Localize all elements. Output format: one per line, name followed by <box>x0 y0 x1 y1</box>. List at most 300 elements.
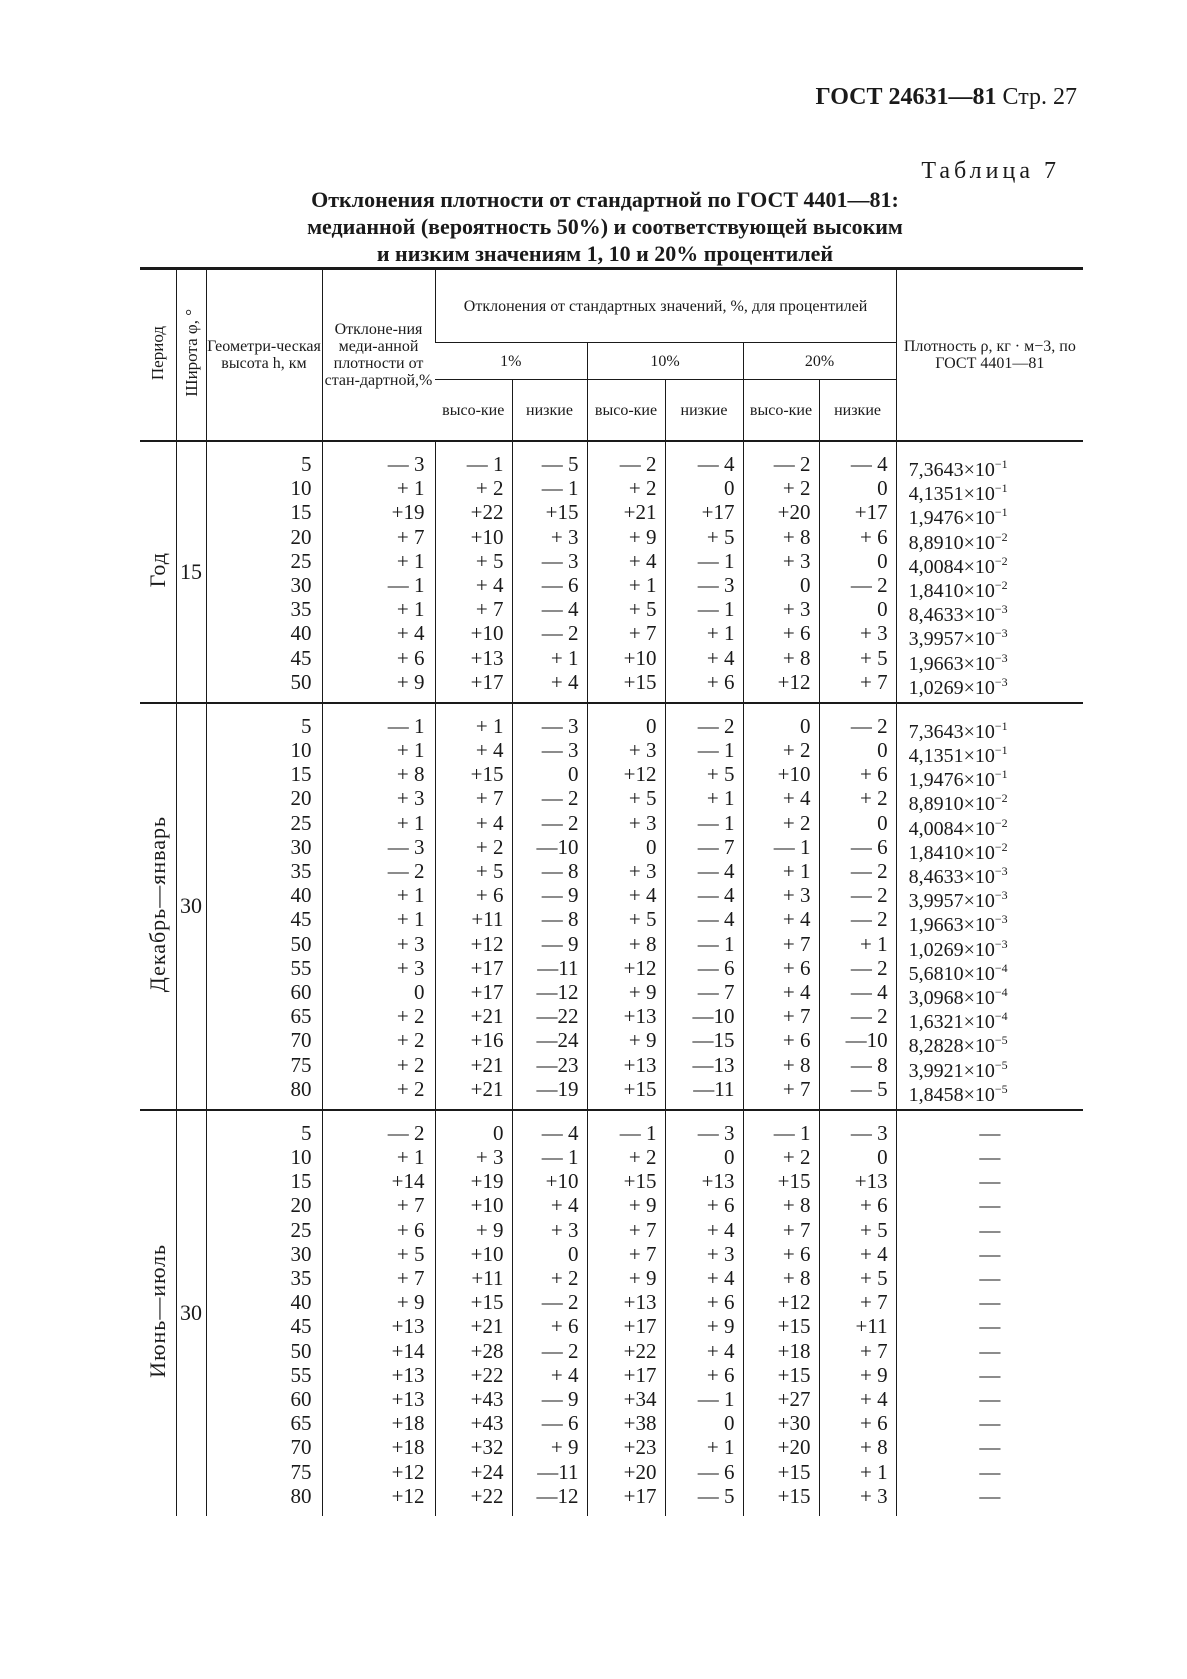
table-cell: +43 <box>470 1411 504 1436</box>
table-cell: +21 <box>623 500 657 525</box>
height-values <box>206 1110 322 1516</box>
table-cell: —10 <box>692 1004 735 1029</box>
table-cell: — 9 <box>541 1386 579 1411</box>
table-cell: — 3 <box>697 1120 735 1145</box>
table-cell: +15 <box>777 1362 811 1387</box>
table-cell: + 1 <box>396 1145 425 1170</box>
table-cell: + 8 <box>782 1052 811 1077</box>
table-cell: 0 <box>877 1145 888 1170</box>
table-cell: — <box>979 1314 1001 1339</box>
table-cell: +14 <box>391 1338 425 1363</box>
density-exponent: −4 <box>994 960 1008 975</box>
table-cell: + 3 <box>628 810 657 835</box>
table-cell: +15 <box>623 1169 657 1194</box>
table-cell: + 7 <box>628 1241 657 1266</box>
table-cell: + 4 <box>782 786 811 811</box>
p20-low-header: низкие <box>819 380 896 442</box>
table-cell: +13 <box>623 1052 657 1077</box>
table-cell: —15 <box>692 1028 735 1053</box>
table-cell: — 2 <box>850 1004 888 1029</box>
table-cell: $8,8910\times 10^{-2}$ <box>908 791 1008 816</box>
table-cell: — 2 <box>850 859 888 883</box>
density-exponent: −3 <box>994 888 1008 903</box>
table-cell: + 7 <box>859 1290 888 1315</box>
table-cell: —19 <box>536 1076 579 1101</box>
table-cell: 0 <box>724 1411 735 1436</box>
table-cell: — 5 <box>697 1483 735 1508</box>
table-cell: — 2 <box>541 1290 579 1315</box>
median-header: Отклоне-ния меди-анной плотности от стан-дартной,% <box>322 269 435 442</box>
table-cell: +17 <box>854 500 888 525</box>
table-cell: + 6 <box>706 1290 735 1315</box>
table-cell: +12 <box>623 955 657 980</box>
table-cell: +11 <box>471 1266 504 1290</box>
table-cell: +15 <box>777 1314 811 1339</box>
table-cell: +17 <box>623 1314 657 1339</box>
table-cell: + 4 <box>475 572 504 597</box>
table-cell: + 4 <box>706 1217 735 1242</box>
table-cell: +13 <box>470 645 504 670</box>
table-cell: +12 <box>391 1459 425 1484</box>
table-cell: + 7 <box>628 1217 657 1242</box>
table-section <box>140 1110 1083 1516</box>
table-cell: 10 <box>290 476 312 501</box>
table-cell: + 2 <box>396 1076 425 1101</box>
table-cell: +38 <box>623 1411 657 1436</box>
table-cell: + 2 <box>782 738 811 763</box>
table-cell: — 9 <box>541 931 579 956</box>
table-cell: + 2 <box>628 1145 657 1170</box>
table-cell: 35 <box>290 859 312 883</box>
p20-high-values <box>743 703 819 1110</box>
table-cell: +12 <box>623 762 657 787</box>
table-cell: — <box>979 1169 1001 1194</box>
latitude-cell: 30 <box>176 703 206 1110</box>
table-cell: — <box>979 1193 1001 1218</box>
table-cell: 25 <box>290 810 312 835</box>
table-cell: 65 <box>290 1411 312 1436</box>
table-cell: — 1 <box>697 738 735 763</box>
table-cell: — <box>979 1338 1001 1363</box>
table-cell: + 4 <box>475 810 504 835</box>
table-cell: 80 <box>290 1076 312 1101</box>
table-cell: + 3 <box>706 1241 735 1266</box>
table-cell: —13 <box>692 1052 735 1077</box>
table-cell: 50 <box>290 931 312 956</box>
table-cell: $1,0269\times 10^{-3}$ <box>908 936 1008 961</box>
table-cell: 5 <box>301 452 312 476</box>
table-cell: 35 <box>290 1266 312 1290</box>
table-cell: + 3 <box>628 738 657 763</box>
table-cell: +13 <box>623 1290 657 1315</box>
table-cell: + 4 <box>706 645 735 670</box>
table-cell: $1,8458\times 10^{-5}$ <box>908 1081 1008 1106</box>
table-cell: + 3 <box>859 1483 888 1508</box>
table-cell: — <box>979 1459 1001 1484</box>
table-cell: + 8 <box>782 1193 811 1218</box>
table-cell: 0 <box>724 1145 735 1170</box>
table-cell: 65 <box>290 1004 312 1029</box>
table-cell: + 3 <box>475 1145 504 1170</box>
table-cell: — <box>979 1266 1001 1290</box>
table-cell: 0 <box>877 476 888 501</box>
table-cell: + 4 <box>628 548 657 573</box>
p20-low-values <box>819 1110 896 1516</box>
table-cell: + 5 <box>859 645 888 670</box>
table-cell: — 6 <box>850 834 888 859</box>
table-cell: — 8 <box>541 859 579 883</box>
table-cell: +15 <box>777 1459 811 1484</box>
table-cell: + 6 <box>859 762 888 787</box>
density-exponent: −4 <box>994 1009 1008 1024</box>
table-cell: $4,1351\times 10^{-1}$ <box>908 481 1008 506</box>
p10-low-values <box>665 703 743 1110</box>
table-cell: +12 <box>470 931 504 956</box>
table-cell: 40 <box>290 1290 312 1315</box>
density-values <box>896 1110 1083 1516</box>
table-cell: +11 <box>471 907 504 932</box>
table-cell: +10 <box>470 1193 504 1218</box>
table-cell: 5 <box>301 1120 312 1145</box>
table-cell: 60 <box>290 1386 312 1411</box>
table-cell: 40 <box>290 621 312 646</box>
table-cell: + 4 <box>782 907 811 932</box>
table-cell: + 8 <box>628 931 657 956</box>
latitude-cell: 30 <box>176 1110 206 1516</box>
percentile-group-header: Отклонения от стандартных значений, %, для процентилей <box>435 269 896 343</box>
density-exponent: −5 <box>994 1057 1008 1072</box>
table-cell: + 4 <box>859 1386 888 1411</box>
table-cell: + 2 <box>782 476 811 501</box>
table-cell: — <box>979 1386 1001 1411</box>
period-label: Декабрь—январь <box>144 815 170 992</box>
table-cell: + 1 <box>396 810 425 835</box>
table-cell: +20 <box>777 1435 811 1460</box>
table-cell: +13 <box>854 1169 888 1194</box>
table-cell: + 5 <box>706 524 735 549</box>
table-cell: 45 <box>290 645 312 670</box>
table-cell: — <box>979 1483 1001 1508</box>
table-cell: — 2 <box>850 572 888 597</box>
caption-line: и низким значениям 1, 10 и 20% процентилей <box>376 241 834 266</box>
table-cell: $8,8910\times 10^{-2}$ <box>908 529 1008 554</box>
table-cell: +19 <box>470 1169 504 1194</box>
table-cell: 5 <box>301 713 312 738</box>
table-cell: + 4 <box>706 1338 735 1363</box>
table-cell: 25 <box>290 548 312 573</box>
table-cell: + 1 <box>396 597 425 622</box>
table-cell: + 1 <box>396 883 425 908</box>
table-cell: $4,1351\times 10^{-1}$ <box>908 743 1008 768</box>
table-cell: $8,2828\times 10^{-5}$ <box>908 1033 1008 1058</box>
table-cell: — 4 <box>697 907 735 932</box>
table-cell: + 6 <box>859 1411 888 1436</box>
table-cell: — 2 <box>619 452 657 476</box>
table-cell: +10 <box>470 621 504 646</box>
table-cell: 0 <box>568 1241 579 1266</box>
table-cell: — <box>979 1411 1001 1436</box>
table-cell: + 1 <box>628 572 657 597</box>
table-cell: + 7 <box>475 597 504 622</box>
median-values <box>322 703 435 1110</box>
table-cell: — 1 <box>697 597 735 622</box>
table-cell: + 9 <box>628 1028 657 1053</box>
table-cell: + 1 <box>396 476 425 501</box>
table-cell: + 9 <box>396 1290 425 1315</box>
table-cell: +15 <box>623 1076 657 1101</box>
table-cell: + 5 <box>859 1266 888 1290</box>
table-cell: 0 <box>568 762 579 787</box>
table-cell: 30 <box>290 834 312 859</box>
table-cell: 70 <box>290 1435 312 1460</box>
table-cell: + 3 <box>859 621 888 646</box>
table-cell: +13 <box>701 1169 735 1194</box>
table-cell: + 5 <box>396 1241 425 1266</box>
table-cell: 40 <box>290 883 312 908</box>
table-cell: + 2 <box>782 1145 811 1170</box>
table-cell: — <box>979 1362 1001 1387</box>
table-cell: + 9 <box>396 669 425 694</box>
table-cell: 75 <box>290 1052 312 1077</box>
table-cell: +15 <box>545 500 579 525</box>
table-cell: + 8 <box>782 524 811 549</box>
table-cell: + 5 <box>859 1217 888 1242</box>
table-label: Таблица 7 <box>921 158 1060 184</box>
table-cell: — 4 <box>697 883 735 908</box>
table-cell: + 1 <box>782 859 811 883</box>
table-cell: + 7 <box>396 524 425 549</box>
table-cell: + 7 <box>628 621 657 646</box>
p10-high-header: высо-кие <box>587 380 665 442</box>
table-cell: +17 <box>470 669 504 694</box>
table-cell: 75 <box>290 1459 312 1484</box>
p20-low-values <box>819 441 896 703</box>
table-cell: — 1 <box>697 548 735 573</box>
table-cell: — 1 <box>773 1120 811 1145</box>
density-exponent: −1 <box>994 505 1008 520</box>
table-cell: $1,8410\times 10^{-2}$ <box>908 839 1008 864</box>
table-cell: 45 <box>290 1314 312 1339</box>
table-cell: +17 <box>701 500 735 525</box>
density-values <box>896 441 1083 703</box>
density-exponent: −1 <box>994 743 1008 758</box>
density-exponent: −2 <box>994 577 1008 592</box>
period-cell <box>140 441 176 703</box>
table-cell: 0 <box>877 810 888 835</box>
table-cell: 50 <box>290 669 312 694</box>
table-cell: —10 <box>845 1028 888 1053</box>
table-cell: $3,0968\times 10^{-4}$ <box>908 984 1008 1009</box>
table-cell: — 1 <box>387 713 425 738</box>
table-cell: +15 <box>470 1290 504 1315</box>
table-cell: — 8 <box>850 1052 888 1077</box>
table-cell: + 7 <box>475 786 504 811</box>
p10-low-header: низкие <box>665 380 743 442</box>
table-cell: + 1 <box>550 645 579 670</box>
table-cell: +10 <box>545 1169 579 1194</box>
table-cell: + 5 <box>628 597 657 622</box>
table-cell: + 1 <box>706 621 735 646</box>
density-exponent: −2 <box>994 839 1008 854</box>
table-cell: 20 <box>290 524 312 549</box>
table-cell: —10 <box>536 834 579 859</box>
table-cell: + 7 <box>396 1266 425 1290</box>
table-cell: — 2 <box>541 621 579 646</box>
p10-high-values <box>587 703 665 1110</box>
table-cell: $1,9663\times 10^{-3}$ <box>908 650 1008 675</box>
table-cell: +13 <box>391 1386 425 1411</box>
table-cell: +10 <box>623 645 657 670</box>
table-cell: +22 <box>623 1338 657 1363</box>
table-body <box>140 441 1083 1516</box>
table-cell: +10 <box>470 524 504 549</box>
latitude-cell: 15 <box>176 441 206 703</box>
table-cell: — 6 <box>541 572 579 597</box>
table-cell: $1,0269\times 10^{-3}$ <box>908 674 1008 699</box>
table-cell: —24 <box>536 1028 579 1053</box>
table-cell: +12 <box>391 1483 425 1508</box>
density-values <box>896 703 1083 1110</box>
table-cell: — 1 <box>466 452 504 476</box>
table-cell: + 6 <box>782 1241 811 1266</box>
table-cell: — 1 <box>387 572 425 597</box>
table-cell: 45 <box>290 907 312 932</box>
density-exponent: −3 <box>994 626 1008 641</box>
p20-high-values <box>743 441 819 703</box>
table-cell: + 5 <box>475 859 504 883</box>
table-cell: + 1 <box>396 907 425 932</box>
table-cell: — 2 <box>850 883 888 908</box>
table-cell: 55 <box>290 1362 312 1387</box>
table-cell: — 3 <box>850 1120 888 1145</box>
table-cell: + 4 <box>782 979 811 1004</box>
table-cell: — 6 <box>541 1411 579 1436</box>
table-cell: + 7 <box>782 1217 811 1242</box>
table-cell: +18 <box>391 1435 425 1460</box>
table-cell: +34 <box>623 1386 657 1411</box>
table-cell: + 6 <box>706 669 735 694</box>
table-cell: + 2 <box>396 1052 425 1077</box>
table-cell: $1,9476\times 10^{-1}$ <box>908 767 1008 792</box>
table-cell: 80 <box>290 1483 312 1508</box>
p10-high-values <box>587 441 665 703</box>
table-cell: + 6 <box>706 1362 735 1387</box>
table-cell: +10 <box>777 762 811 787</box>
table-cell: + 7 <box>782 931 811 956</box>
table-cell: — 4 <box>697 452 735 476</box>
table-cell: — 2 <box>850 955 888 980</box>
table-cell: +24 <box>470 1459 504 1484</box>
table-cell: —11 <box>537 1459 579 1484</box>
table-cell: 30 <box>290 1241 312 1266</box>
density-exponent: −2 <box>994 553 1008 568</box>
table-cell: — 4 <box>541 597 579 622</box>
table-cell: 0 <box>877 597 888 622</box>
table-cell: — 5 <box>850 1076 888 1101</box>
table-cell: — <box>979 1217 1001 1242</box>
density-exponent: −3 <box>994 864 1008 878</box>
table-cell: — <box>979 1120 1001 1145</box>
table-cell: 30 <box>290 572 312 597</box>
table-cell: + 1 <box>706 786 735 811</box>
height-header: Геометри-ческая высота h, км <box>206 269 322 442</box>
table-cell: +21 <box>470 1076 504 1101</box>
table-cell: + 1 <box>475 713 504 738</box>
p1-low-values <box>512 1110 587 1516</box>
table-cell: — 4 <box>541 1120 579 1145</box>
density-exponent: −3 <box>994 650 1008 665</box>
table-cell: + 4 <box>706 1266 735 1290</box>
table-cell: — 3 <box>697 572 735 597</box>
table-cell: — 2 <box>850 713 888 738</box>
table-cell: — 2 <box>697 713 735 738</box>
table-cell: +15 <box>777 1169 811 1194</box>
density-exponent: −1 <box>994 481 1008 496</box>
p20-header: 20% <box>743 343 896 380</box>
table-cell: 60 <box>290 979 312 1004</box>
p1-low-values <box>512 441 587 703</box>
table-cell: + 6 <box>782 1028 811 1053</box>
table-cell: 20 <box>290 1193 312 1218</box>
table-cell: — 1 <box>619 1120 657 1145</box>
table-cell: 0 <box>646 713 657 738</box>
table-cell: — 1 <box>697 810 735 835</box>
table-cell: $8,4633\times 10^{-3}$ <box>908 602 1008 627</box>
table-cell: + 4 <box>550 669 579 694</box>
table-cell: + 9 <box>628 979 657 1004</box>
table-cell: + 3 <box>396 931 425 956</box>
height-values <box>206 441 322 703</box>
table-cell: +13 <box>391 1314 425 1339</box>
table-cell: +13 <box>623 1004 657 1029</box>
table-cell: + 3 <box>550 1217 579 1242</box>
density-exponent: −3 <box>994 674 1008 689</box>
table-cell: — 1 <box>697 931 735 956</box>
density-exponent: −1 <box>994 457 1008 471</box>
table-cell: $5,6810\times 10^{-4}$ <box>908 960 1008 985</box>
table-cell: +23 <box>623 1435 657 1460</box>
table-cell: 25 <box>290 1217 312 1242</box>
period-label: Год <box>144 551 170 588</box>
table-cell: — 2 <box>387 1120 425 1145</box>
table-cell: + 4 <box>550 1362 579 1387</box>
table-cell: — 2 <box>541 810 579 835</box>
table-cell: + 6 <box>475 883 504 908</box>
table-section <box>140 441 1083 703</box>
table-cell: +19 <box>391 500 425 525</box>
table-cell: + 7 <box>859 1338 888 1363</box>
table-cell: + 9 <box>550 1435 579 1460</box>
density-deviation-table <box>140 267 1083 1516</box>
caption-line: Отклонения плотности от стандартной по ГОСТ 4401—81: <box>311 187 899 212</box>
density-exponent: −2 <box>994 815 1008 830</box>
p10-header: 10% <box>587 343 743 380</box>
page-header <box>816 84 1077 111</box>
table-cell: + 3 <box>396 786 425 811</box>
table-cell: — 3 <box>541 548 579 573</box>
table-cell: —12 <box>536 1483 579 1508</box>
table-cell: $7,3643\times 10^{-1}$ <box>908 718 1008 743</box>
page-number: Стр. 27 <box>1002 84 1077 110</box>
table-cell: + 3 <box>628 859 657 883</box>
table-cell: + 9 <box>628 1266 657 1290</box>
density-exponent: −1 <box>994 767 1008 782</box>
p20-high-header: высо-кие <box>743 380 819 442</box>
table-cell: +17 <box>470 979 504 1004</box>
table-cell: —23 <box>536 1052 579 1077</box>
caption-line: медианной (вероятность 50%) и соответствующей высоким <box>307 214 903 239</box>
table-cell: —11 <box>537 955 579 980</box>
